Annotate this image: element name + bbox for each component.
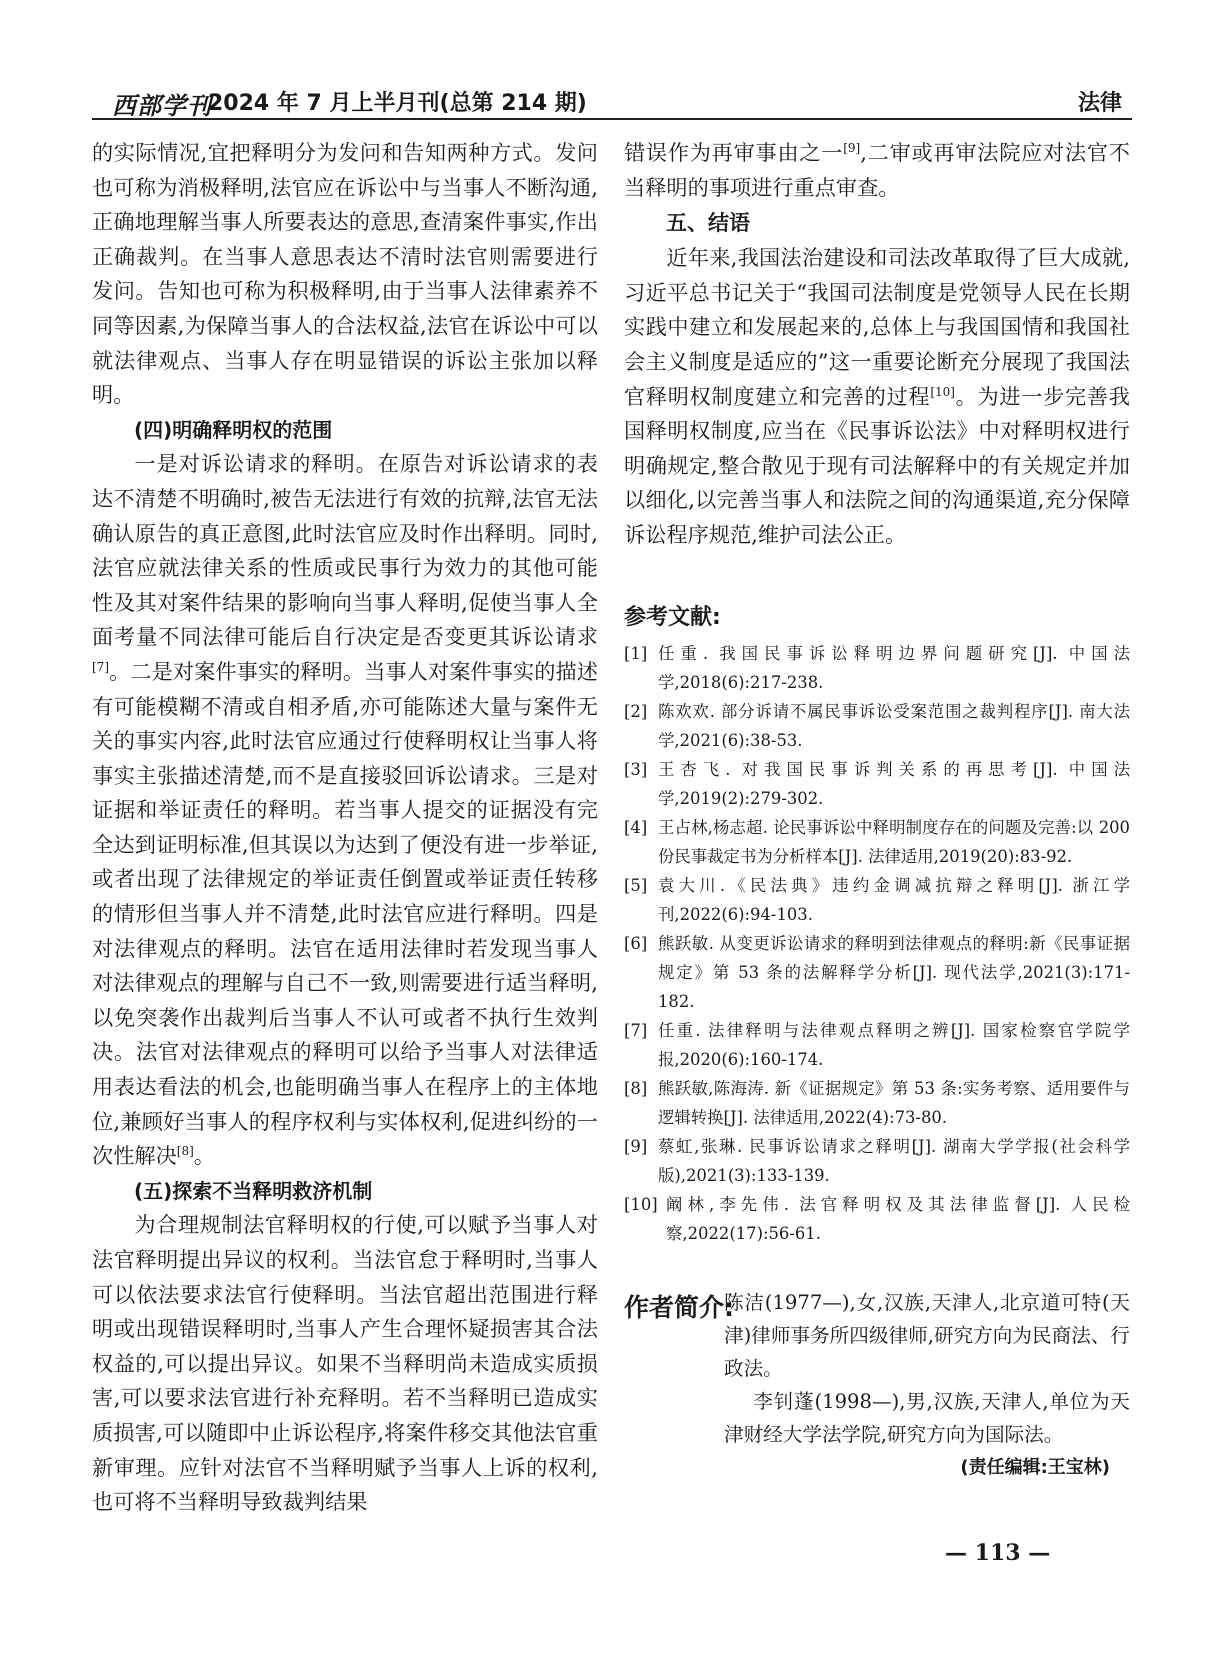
reference-number: [1] — [624, 643, 648, 663]
citation: [7] — [92, 659, 109, 674]
reference-text: 陈欢欢. 部分诉请不属民事诉讼受案范围之裁判程序[J]. 南大法学,2021(6):38-53. — [658, 701, 1130, 750]
reference-text: 任重. 我国民事诉讼释明边界问题研究[J]. 中国法学,2018(6):217-238. — [658, 643, 1130, 692]
author-bio: 陈洁(1977—),女,汉族,天津人,北京道可特(天津)律师事务所四级律师,研究方向为民商法、行政法。 — [724, 1290, 1130, 1380]
reference-list — [624, 639, 1130, 1248]
reference-number: [9] — [624, 1136, 648, 1156]
reference-text: 熊跃敏,陈海涛. 新《证据规定》第 53 条:实务考察、适用要件与逻辑转换[J]. 法律适用,2022(4):73-80. — [658, 1078, 1130, 1127]
header-divider — [92, 118, 1132, 120]
paragraph — [624, 136, 1130, 205]
reference-item — [624, 697, 1130, 755]
reference-text: 王占林,杨志超. 论民事诉讼中释明制度存在的问题及完善:以 200 份民事裁定书为分析样本[J]. 法律适用,2019(20):83-92. — [658, 817, 1130, 866]
paragraph-text: ,二审或再审法院应对法官不当释明的事项进行重点审查。 — [624, 140, 1130, 200]
reference-text: 任重. 法律释明与法律观点释明之辨[J]. 国家检察官学院学报,2020(6):160-174. — [658, 1020, 1130, 1069]
section-name: 法律 — [1077, 91, 1122, 116]
author-label: 作者简介: — [624, 1292, 734, 1322]
paragraph — [92, 447, 598, 1173]
reference-text: 袁大川.《民法典》违约金调减抗辩之释明[J]. 浙江学刊,2022(6):94-103. — [658, 875, 1130, 924]
journal-logo: 西部学刊 — [112, 91, 212, 120]
paragraph-text: 一是对诉讼请求的释明。在原告对诉讼请求的表达不清楚不明确时,被告无法进行有效的抗辩,法官无法确认原告的真正意图,此时法官应及时作出释明。同时,法官应就法律关系的性质或民事行为效力的其他可能性及其对案件结果的影响向当事人释明,促使当事人全面考量不同法律可能后自行决定是否变更其诉讼请求 — [92, 451, 598, 650]
right-column — [624, 136, 1130, 1483]
citation: [8] — [176, 1144, 194, 1159]
reference-number: [3] — [624, 759, 648, 779]
paragraph-text: 错误作为再审事由之一 — [624, 140, 844, 165]
reference-number: [8] — [624, 1078, 648, 1098]
citation: [9] — [843, 140, 861, 155]
reference-item — [624, 1132, 1130, 1190]
reference-number: [2] — [624, 701, 648, 721]
conclusion-heading: 五、结语 — [666, 211, 750, 236]
reference-item — [624, 929, 1130, 1016]
reference-number: [6] — [624, 933, 648, 953]
reference-number: [5] — [624, 875, 648, 895]
page-number: — 113 — — [945, 1540, 1051, 1566]
citation: [10] — [930, 384, 955, 399]
reference-item — [624, 813, 1130, 871]
reference-text: 阚林,李先伟. 法官释明权及其法律监督[J]. 人民检察,2022(17):56-61. — [666, 1194, 1130, 1243]
reference-number: [10] — [624, 1194, 658, 1214]
author-body — [724, 1286, 1130, 1451]
reference-item — [624, 1190, 1130, 1248]
reference-item — [624, 1016, 1130, 1074]
reference-item — [624, 1074, 1130, 1132]
paragraph-text: 。为进一步完善我国释明权制度,应当在《民事诉讼法》中对释明权进行明确规定,整合散见于现有司法解释中的有关规定并加以细化,以完善当事人和法院之间的沟通渠道,充分保障诉讼程序规范,维护司法公正。 — [624, 383, 1130, 547]
paragraph-text: 。二是对案件事实的释明。当事人对案件事实的描述有可能模糊不清或自相矛盾,亦可能陈述大量与案件无关的事实内容,此时法官应通过行使释明权让当事人将事实主张描述清楚,而不是直接驳回诉讼请求。三是对证据和举证责任的释明。若当事人提交的证据没有完全达到证明标准,但其误以为达到了便没有进一步举证,或者出现了法律规定的举证责任倒置或举证责任转移的情形但当事人并不清楚,此时法官应进行释明。四是对法律观点的释明。法官在适用法律时若发现当事人对法律观点的理解与自己不一致,则需要进行适当释明,以免突袭作出裁判后当事人不认可或者不执行生效判决。法官对法律观点的释明可以给予当事人对法律适用表达看法的机会,也能明确当事人在程序上的主体地位,兼顾好当事人的程序权利与实体权利,促进纠纷的一次性解决 — [92, 658, 598, 1169]
responsible-editor: (责任编辑:王宝林) — [960, 1456, 1110, 1478]
section-heading-5: (五)探索不当释明救济机制 — [134, 1178, 373, 1203]
reference-item — [624, 755, 1130, 813]
section-heading-4: (四)明确释明权的范围 — [134, 417, 333, 442]
author-bio: 李钊蓬(1998—),男,汉族,天津人,单位为天津财经大学法学院,研究方向为国际法。 — [724, 1389, 1130, 1446]
paragraph: 为合理规制法官释明权的行使,可以赋予当事人对法官释明提出异议的权利。当法官怠于释明时,当事人可以依法要求法官行使释明。当法官超出范围进行释明或出现错误释明时,当事人产生合理怀疑损害其合法权益的,可以提出异议。如果不当释明尚未造成实质损害,可以要求法官进行补充释明。若不当释明已造成实质损害,可以随即中止诉讼程序,将案件移交其他法官重新审理。应针对法官不当释明赋予当事人上诉的权利,也可将不当释明导致裁判结果 — [92, 1212, 598, 1515]
paragraph-text: 。 — [193, 1143, 215, 1169]
reference-item — [624, 871, 1130, 929]
reference-item — [624, 639, 1130, 697]
reference-text: 熊跃敏. 从变更诉讼请求的释明到法律观点的释明:新《民事证据规定》第 53 条的法解释学分析[J]. 现代法学,2021(3):171-182. — [658, 933, 1130, 1011]
issue-info: 2024 年 7 月上半月刊(总第 214 期) — [208, 91, 587, 116]
left-column — [92, 136, 598, 1520]
reference-number: [7] — [624, 1020, 648, 1040]
paragraph-text: 近年来,我国法治建设和司法改革取得了巨大成就,习近平总书记关于“我国司法制度是党领导人民在长期实践中建立和发展起来的,总体上与我国国情和我国社会主义制度是适应的”这一重要论断充分展现了我国法官释明权制度建立和完善的过程 — [624, 245, 1130, 409]
author-info — [624, 1286, 1130, 1451]
paragraph — [624, 241, 1130, 552]
reference-text: 蔡虹,张琳. 民事诉讼请求之释明[J]. 湖南大学学报(社会科学版),2021(3):133-139. — [658, 1136, 1130, 1185]
reference-number: [4] — [624, 817, 648, 837]
reference-text: 王杏飞. 对我国民事诉判关系的再思考[J]. 中国法学,2019(2):279-302. — [658, 759, 1130, 808]
page-header — [92, 84, 1132, 118]
paragraph: 的实际情况,宜把释明分为发问和告知两种方式。发问也可称为消极释明,法官应在诉讼中与当事人不断沟通,正确地理解当事人所要表达的意思,查清案件事实,作出正确裁判。在当事人意思表达不清时法官则需要进行发问。告知也可称为积极释明,由于当事人法律素养不同等因素,为保障当事人的合法权益,法官在诉讼中可以就法律观点、当事人存在明显错误的诉讼主张加以释明。 — [92, 140, 598, 408]
references-heading: 参考文献: — [624, 604, 721, 630]
